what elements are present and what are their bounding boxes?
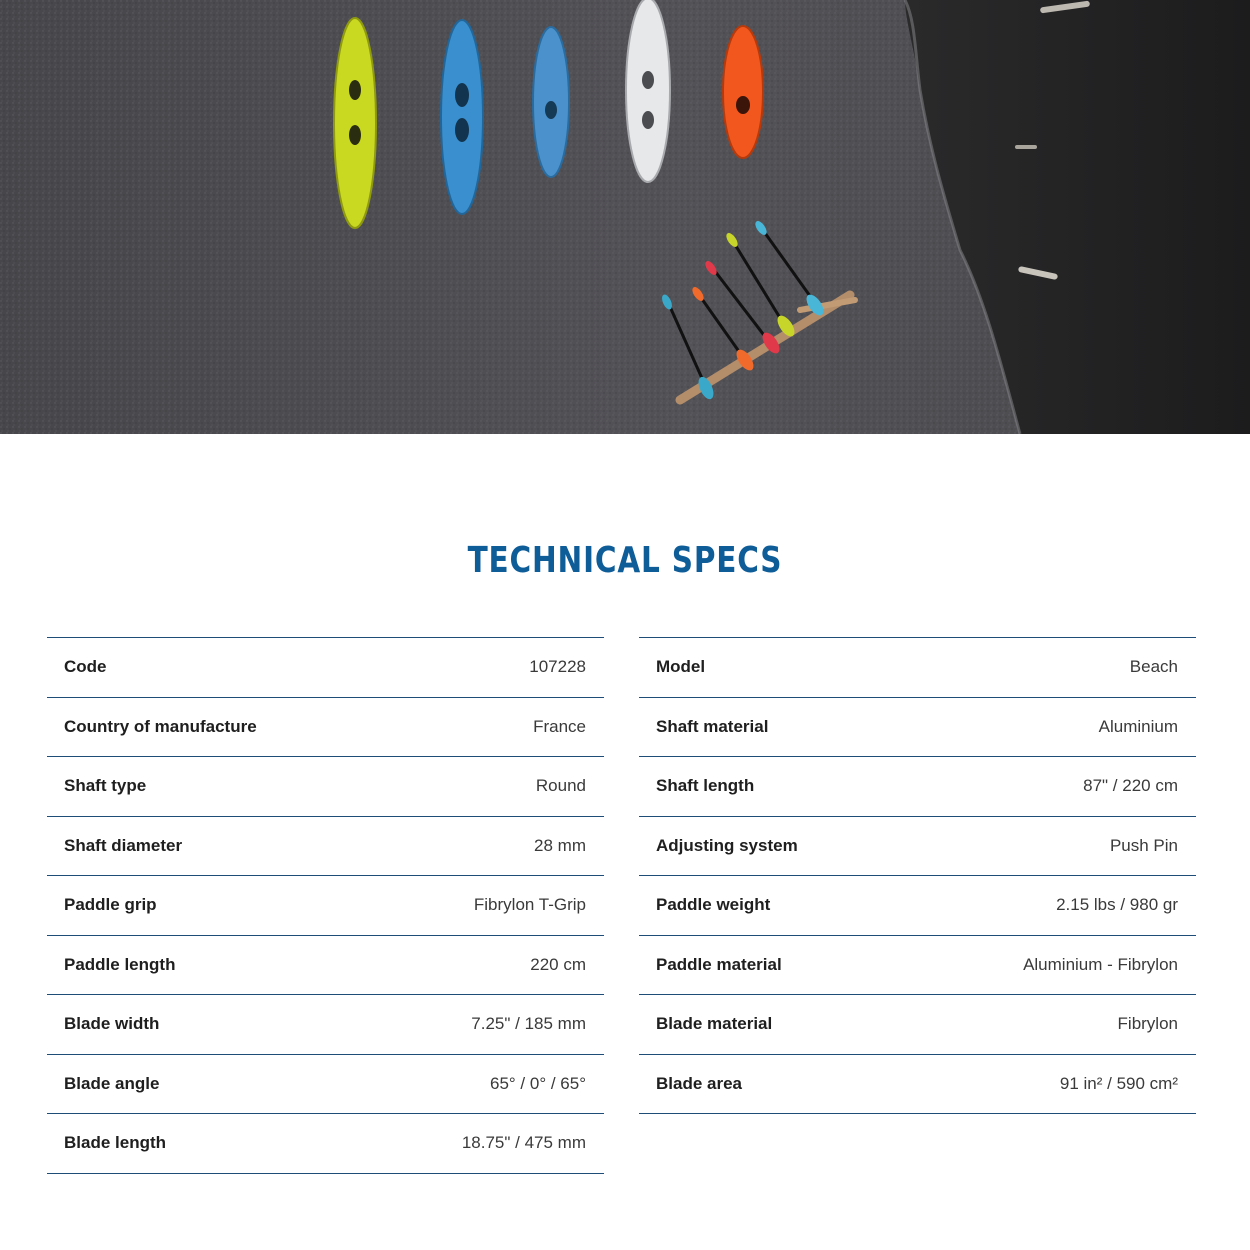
spec-row [47,876,604,936]
spec-value: 65° / 0° / 65° [489,1073,586,1093]
spec-value: 107228 [529,657,586,677]
spec-label: Blade angle [64,1073,160,1093]
beach-photo [0,0,1250,434]
spec-label: Blade length [64,1133,167,1153]
spec-label: Code [64,657,107,677]
spec-value: Fibrylon [1117,1014,1178,1034]
spec-row [639,638,1196,698]
spec-row [639,1055,1196,1115]
spec-row [47,698,604,758]
spec-label: Model [656,657,706,677]
spec-value: Push Pin [1109,835,1178,855]
spec-row [47,757,604,817]
spec-row [639,876,1196,936]
spec-value: 7.25" / 185 mm [471,1014,586,1034]
spec-value: France [533,716,586,736]
spec-value: 2.15 lbs / 980 gr [1056,895,1178,915]
spec-label: Shaft diameter [64,835,183,855]
spec-value: 87" / 220 cm [1083,776,1178,796]
spec-row [47,995,604,1055]
spec-row [639,995,1196,1055]
spec-label: Country of manufacture [64,716,257,736]
spec-label: Paddle length [64,954,176,974]
spec-label: Shaft material [656,716,769,736]
spec-label: Blade area [656,1073,742,1093]
spec-label: Shaft type [64,776,147,796]
spec-value: Fibrylon T-Grip [473,895,586,915]
spec-row [639,936,1196,996]
spec-label: Adjusting system [656,835,798,855]
spec-value: 28 mm [534,835,586,855]
spec-label: Blade width [64,1014,160,1034]
spec-value: 91 in² / 590 cm² [1059,1073,1178,1093]
spec-value: Round [535,776,586,796]
specs-table-left [47,637,604,1174]
spec-value: 18.75" / 475 mm [461,1133,586,1153]
spec-label: Paddle grip [64,895,157,915]
spec-value: Aluminium [1098,716,1178,736]
spec-row [639,698,1196,758]
page-title: TECHNICAL SPECS [467,540,783,581]
spec-row [47,936,604,996]
spec-row [639,757,1196,817]
spec-value: Aluminium - Fibrylon [1023,954,1178,974]
spec-value: 220 cm [530,954,586,974]
spec-label: Paddle weight [656,895,771,915]
spec-label: Blade material [656,1014,773,1034]
spec-row [639,817,1196,877]
hero-image [0,0,1250,434]
spec-label: Paddle material [656,954,782,974]
spec-row [47,817,604,877]
spec-label: Shaft length [656,776,755,796]
spec-row [47,1114,604,1174]
specs-table-right [639,637,1196,1114]
spec-row [47,638,604,698]
spec-row [47,1055,604,1115]
spec-value: Beach [1129,657,1178,677]
